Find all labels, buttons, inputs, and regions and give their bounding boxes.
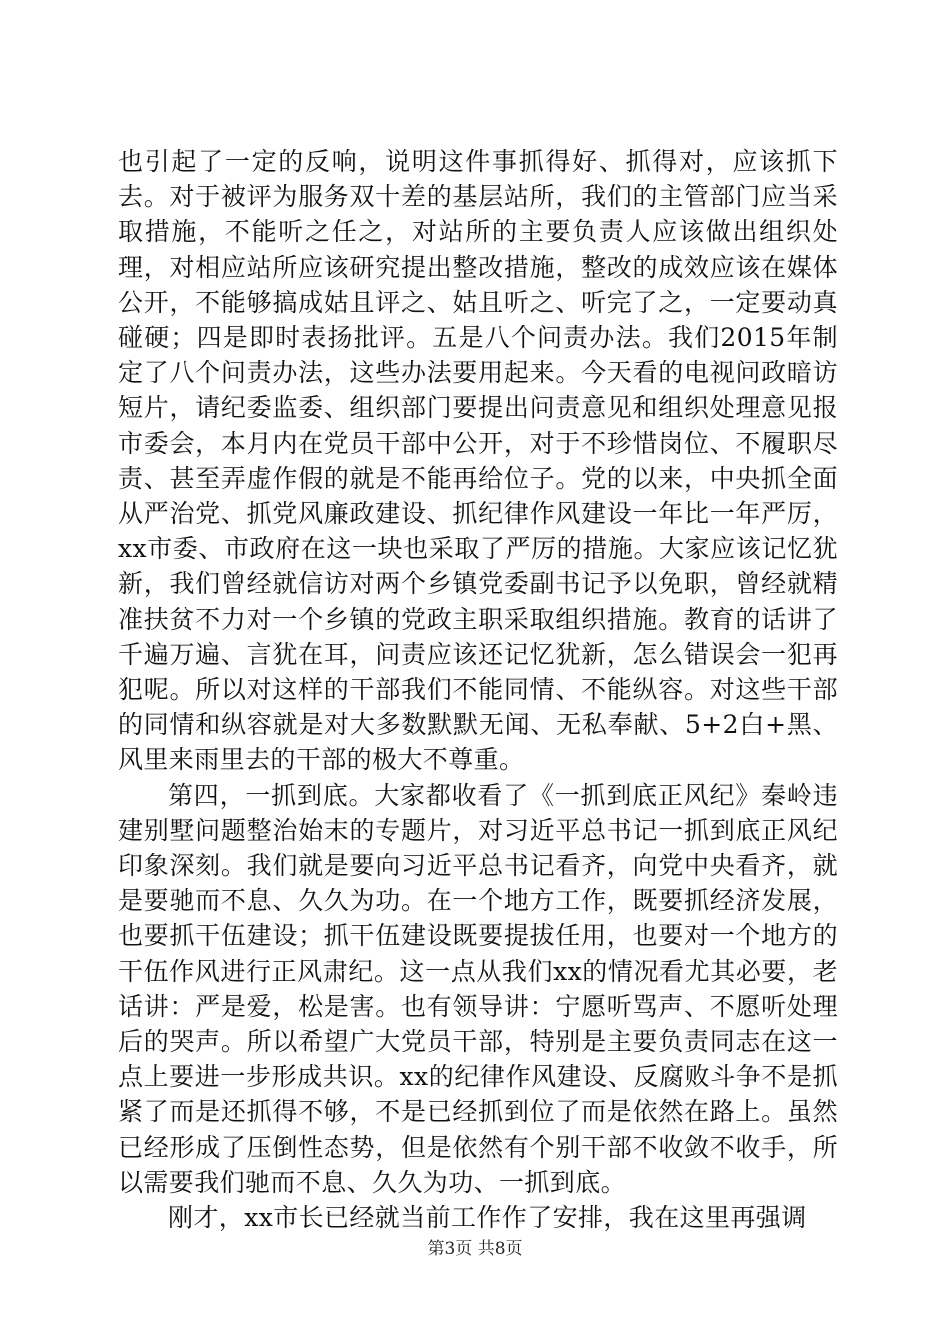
paragraph-3: 刚才，xx市长已经就当前工作作了安排，我在这里再强调	[168, 1203, 807, 1233]
page-number-footer: 第3页 共8页	[427, 1239, 523, 1259]
paragraph-1: 也引起了一定的反响，说明这件事抓得好、抓得对，应该抓下去。对于被评为服务双十差的基层站所，我们的主管部门应当采取措施，不能听之任之，对站所的主要负责人应该做出组织处理，对相应站所应该研究提出整改措施，整改的成效应该在媒体公开，不能够搞成姑且评之、姑且听之、听完了之，一定要动真碰硬；四是即时表扬批评。五是八个问责办法。我们2015年制定了八个问责办法，这些办法要用起来。今天看的电视问政暗访短片，请纪委监委、组织部门要提出问责意见和组织处理意见报市委会，本月内在党员干部中公开，对于不珍惜岗位、不履职尽责、甚至弄虚作假的就是不能再给位子。党的以来，中央抓全面从严治党、抓党风廉政建设、抓纪律作风建设一年比一年严厉，xx市委、市政府在这一块也采取了严厉的措施。大家应该记忆犹新，我们曾经就信访对两个乡镇党委副书记予以免职，曾经就精准扶贫不力对一个乡镇的党政主职采取组织措施。教育的话讲了千遍万遍、言犹在耳，问责应该还记忆犹新，怎么错误会一犯再犯呢。所以对这样的干部我们不能同情、不能纵容。对这些干部的同情和纵容就是对大多数默默无闻、无私奉献、5+2白+黑、风里来雨里去的干部的极大不尊重。	[118, 147, 838, 775]
paragraph-2: 第四，一抓到底。大家都收看了《一抓到底正风纪》秦岭违建别墅问题整治始末的专题片，对习近平总书记一抓到底正风纪印象深刻。我们就是要向习近平总书记看齐，向党中央看齐，就是要驰而不息、久久为功。在一个地方工作，既要抓经济发展，也要抓干伍建设；抓干伍建设既要提拔任用，也要对一个地方的干伍作风进行正风肃纪。这一点从我们xx的情况看尤其必要，老话讲：严是爱，松是害。也有领导讲：宁愿听骂声、不愿听处理后的哭声。所以希望广大党员干部，特别是主要负责同志在这一点上要进一步形成共识。xx的纪律作风建设、反腐败斗争不是抓紧了而是还抓得不够，不是已经抓到位了而是依然在路上。虽然已经形成了压倒性态势，但是依然有个别干部不收敛不收手，所以需要我们驰而不息、久久为功、一抓到底。	[118, 780, 838, 1197]
document-body	[118, 144, 838, 1235]
